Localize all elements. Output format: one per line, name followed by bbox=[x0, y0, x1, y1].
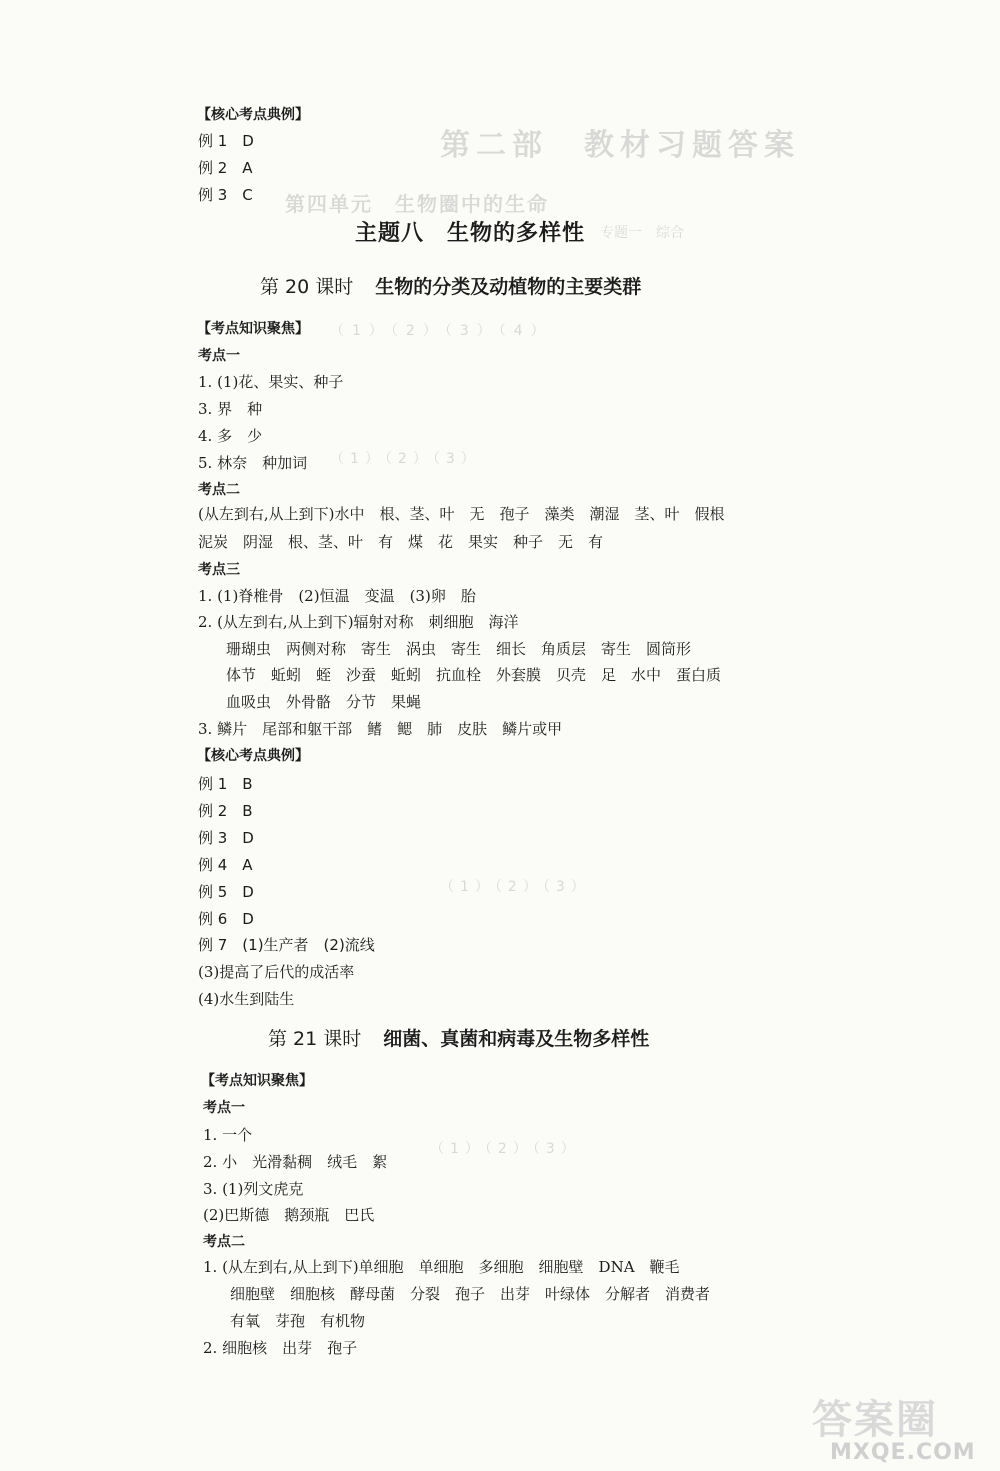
example-answer: (3)提高了后代的成活率 bbox=[198, 963, 355, 981]
answer-line: 2. 细胞核 出芽 孢子 bbox=[203, 1339, 358, 1357]
answer-line: 3. 界 种 bbox=[198, 400, 263, 418]
example-answer: 例 6 D bbox=[198, 910, 254, 928]
answer-line: 3. (1)列文虎克 bbox=[203, 1180, 304, 1198]
answer-line: 细胞壁 细胞核 酵母菌 分裂 孢子 出芽 叶绿体 分解者 消费者 bbox=[230, 1285, 711, 1303]
answer-line: 1. (从左到右,从上到下)单细胞 单细胞 多细胞 细胞壁 DNA 鞭毛 bbox=[203, 1258, 680, 1276]
bleed-through-text: 专题一 综合 bbox=[600, 225, 684, 241]
topic-title: 主题八 生物的多样性 bbox=[355, 221, 586, 246]
key-point-label: 考点二 bbox=[203, 1234, 245, 1250]
answer-line: 2. 小 光滑黏稠 绒毛 絮 bbox=[203, 1153, 388, 1171]
key-point-label: 考点一 bbox=[198, 348, 240, 364]
answer-line: (2)巴斯德 鹅颈瓶 巴氏 bbox=[203, 1206, 375, 1224]
bleed-through-text: （1）（2）（3） bbox=[330, 451, 481, 467]
answer-line: 1. 一个 bbox=[203, 1126, 253, 1144]
answer-line: 1. (1)花、果实、种子 bbox=[198, 373, 344, 391]
example-answer: 例 3 D bbox=[198, 829, 254, 847]
example-answer: 例 7 (1)生产者 (2)流线 bbox=[198, 936, 375, 954]
answer-line: 1. (1)脊椎骨 (2)恒温 变温 (3)卵 胎 bbox=[198, 587, 476, 605]
key-point-label: 考点三 bbox=[198, 562, 240, 578]
example-answer: 例 4 A bbox=[198, 856, 253, 874]
lesson-number: 第 21 课时 bbox=[268, 1028, 362, 1050]
example-answer: 例 1 D bbox=[198, 132, 254, 150]
key-point-label: 考点二 bbox=[198, 482, 240, 498]
example-answer: 例 2 B bbox=[198, 802, 253, 820]
section-tag-core-examples: 【核心考点典例】 bbox=[197, 748, 309, 764]
section-tag-core-examples: 【核心考点典例】 bbox=[197, 107, 309, 123]
watermark-logo-text: 答案圈 bbox=[812, 1397, 938, 1443]
answer-line: (从左到右,从上到下)水中 根、茎、叶 无 孢子 藻类 潮湿 茎、叶 假根 bbox=[198, 505, 725, 523]
example-answer: 例 2 A bbox=[198, 159, 253, 177]
answer-line: 泥炭 阴湿 根、茎、叶 有 煤 花 果实 种子 无 有 bbox=[198, 533, 604, 551]
watermark-url-text: MXQE.COM bbox=[830, 1440, 976, 1465]
lesson-title-20 bbox=[260, 272, 641, 299]
answer-line: 2. (从左到右,从上到下)辐射对称 刺细胞 海洋 bbox=[198, 613, 519, 631]
answer-line: 3. 鳞片 尾部和躯干部 鳍 鳃 肺 皮肤 鳞片或甲 bbox=[198, 720, 563, 738]
bleed-through-text: （1）（2）（3）（4） bbox=[330, 323, 553, 339]
answer-line: 珊瑚虫 两侧对称 寄生 涡虫 寄生 细长 角质层 寄生 圆筒形 bbox=[226, 640, 692, 658]
lesson-name: 细菌、真菌和病毒及生物多样性 bbox=[383, 1028, 650, 1050]
site-watermark bbox=[812, 1388, 992, 1470]
example-answer: 例 5 D bbox=[198, 883, 254, 901]
lesson-name: 生物的分类及动植物的主要类群 bbox=[375, 276, 642, 298]
bleed-through-text: （1）（2）（3） bbox=[440, 879, 591, 895]
answer-line: 5. 林奈 种加词 bbox=[198, 454, 308, 472]
answer-line: 血吸虫 外骨骼 分节 果蝇 bbox=[226, 693, 422, 711]
lesson-title-21 bbox=[268, 1024, 649, 1051]
answer-line: 4. 多 少 bbox=[198, 427, 263, 445]
section-tag-knowledge: 【考点知识聚焦】 bbox=[197, 321, 309, 337]
example-answer: 例 3 C bbox=[198, 186, 253, 204]
answer-line: 体节 蚯蚓 蛭 沙蚕 蚯蚓 抗血栓 外套膜 贝壳 足 水中 蛋白质 bbox=[226, 666, 722, 684]
example-answer: (4)水生到陆生 bbox=[198, 990, 295, 1008]
answer-line: 有氧 芽孢 有机物 bbox=[230, 1312, 366, 1330]
bleed-through-text: 第二部 教材习题答案 bbox=[440, 128, 800, 163]
example-answer: 例 1 B bbox=[198, 775, 253, 793]
section-tag-knowledge: 【考点知识聚焦】 bbox=[201, 1073, 313, 1089]
bleed-through-text: 第四单元 生物圈中的生命 bbox=[285, 192, 549, 216]
bleed-through-text: （1）（2）（3） bbox=[430, 1141, 581, 1157]
lesson-number: 第 20 课时 bbox=[260, 276, 354, 298]
key-point-label: 考点一 bbox=[203, 1100, 245, 1116]
